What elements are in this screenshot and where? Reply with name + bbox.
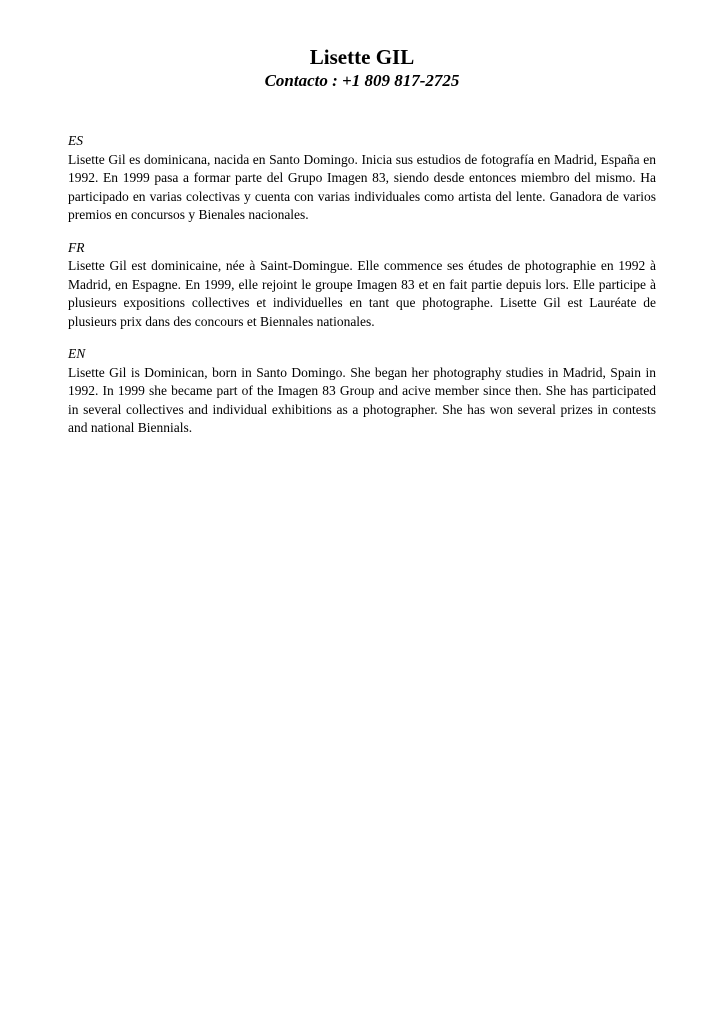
- language-label-en: EN: [68, 346, 86, 361]
- bio-paragraph-en: Lisette Gil is Dominican, born in Santo Domingo. She began her photography studies in Madrid, Spain in 1992. In 1999 she became part of the Imagen 83 Group and acive member since then. She has participated in several collectives and individual exhibitions as a photographer. She has won several prizes in contests and national Biennials.: [68, 364, 656, 435]
- language-label-es: ES: [68, 133, 83, 148]
- bio-paragraph-es: Lisette Gil es dominicana, nacida en Santo Domingo. Inicia sus estudios de fotografía en Madrid, España en 1992. En 1999 pasa a formar parte del Grupo Imagen 83, siendo desde entonces miembro del mismo. Ha participado en varias colectivas y cuenta con varias individuales como artista del lente. Ganadora de varios premios en concursos y Bienales nacionales.: [68, 151, 656, 222]
- document-header: [68, 44, 656, 92]
- document-page: [68, 44, 656, 452]
- bio-content: [68, 132, 656, 438]
- section-en: [68, 345, 656, 438]
- section-fr: [68, 239, 656, 332]
- section-es: [68, 132, 656, 225]
- bio-paragraph-fr: Lisette Gil est dominicaine, née à Saint-Domingue. Elle commence ses études de photographie en 1992 à Madrid, en Espagne. En 1999, elle rejoint le groupe Imagen 83 et en fait partie depuis lors. Elle participe à plusieurs expositions collectives et individuelles en tant que photographe. Lisette Gil est Lauréate de plusieurs prix dans des concours et Biennales nationales.: [68, 258, 656, 329]
- page-title: Lisette GIL: [309, 45, 415, 69]
- language-label-fr: FR: [68, 239, 85, 255]
- contact-line: Contacto : +1 809 817-2725: [264, 71, 460, 90]
